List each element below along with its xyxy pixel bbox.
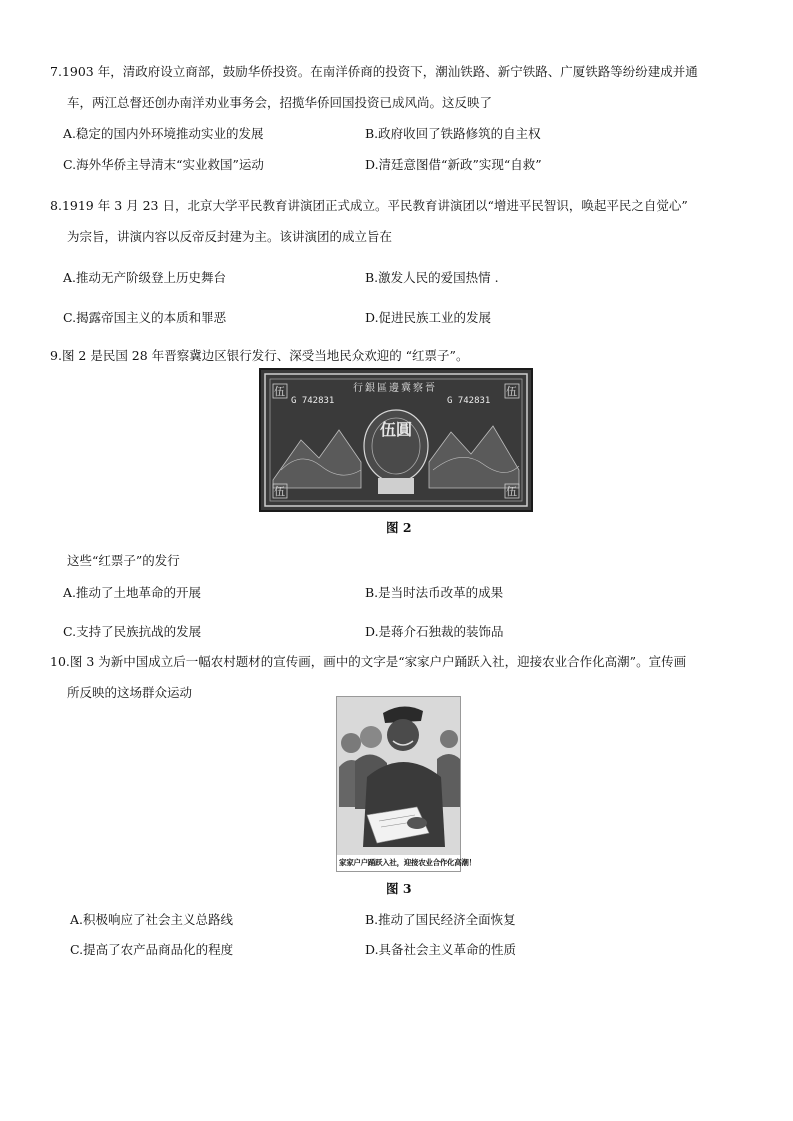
banknote-figure	[259, 368, 533, 512]
question-number: 10.	[50, 654, 70, 669]
question-text: 1919 年 3 月 23 日，北京大学平民教育讲演团正式成立。平民教育讲演团以“增进平民智识，唤起平民之自觉心”	[61, 198, 688, 213]
question-9-stem: 这些“红票子”的发行	[67, 553, 180, 568]
question-7-line1	[50, 62, 698, 80]
figure-3-caption: 图 3	[386, 881, 412, 896]
banknote-serial-left: G 742831	[291, 396, 335, 406]
q8-option-b: B.激发人民的爱国热情 .	[365, 270, 499, 285]
question-8-line2: 为宗旨，讲演内容以反帝反封建为主。该讲演团的成立旨在	[67, 229, 393, 244]
q7-option-c: C.海外华侨主导清末“实业救国”运动	[63, 157, 264, 172]
q10-option-b: B.推动了国民经济全面恢复	[365, 912, 516, 927]
question-text: 图 2 是民国 28 年晋察冀边区银行发行、深受当地民众欢迎的 “红票子”。	[61, 348, 469, 363]
banknote-denomination: 伍圓	[380, 420, 413, 439]
q10-option-d: D.具备社会主义革命的性质	[365, 942, 517, 957]
propaganda-poster-figure	[336, 696, 476, 872]
question-number: 7.	[50, 64, 62, 79]
question-text: 1903 年，清政府设立商部，鼓励华侨投资。在南洋侨商的投资下，潮汕铁路、新宁铁路、广厦铁路等纷纷建成并通	[61, 64, 698, 79]
q8-option-c: C.揭露帝国主义的本质和罪恶	[63, 310, 227, 325]
question-9-line1	[50, 346, 468, 364]
question-number: 9.	[50, 348, 62, 363]
q9-option-a: A.推动了土地革命的开展	[63, 585, 202, 600]
q8-option-a: A.推动无产阶级登上历史舞台	[63, 270, 227, 285]
q7-option-a: A.稳定的国内外环境推动实业的发展	[63, 126, 264, 141]
question-8-line1	[50, 196, 688, 214]
banknote-corner-bl: 伍	[274, 485, 285, 498]
q10-option-c: C.提高了农产品商品化的程度	[70, 942, 234, 957]
banknote-corner-br: 伍	[506, 485, 517, 498]
question-7-line2: 车，两江总督还创办南洋劝业事务会，招揽华侨回国投资已成风尚。这反映了	[67, 95, 493, 110]
q9-option-d: D.是蒋介石独裁的装饰品	[365, 624, 504, 639]
q9-option-c: C.支持了民族抗战的发展	[63, 624, 202, 639]
question-text: 图 3 为新中国成立后一幅农村题材的宣传画，画中的文字是“家家户户踊跃入社，迎接农业合作化高潮”。宣传画	[69, 654, 687, 669]
banknote-corner-tr: 伍	[506, 385, 517, 398]
question-10-line2: 所反映的这场群众运动	[67, 685, 193, 700]
banknote-serial-right: G 742831	[447, 396, 491, 406]
q8-option-d: D.促进民族工业的发展	[365, 310, 492, 325]
poster-slogan: 家家户户踊跃入社，迎接农业合作化高潮！	[339, 858, 476, 867]
question-10-line1	[50, 652, 686, 670]
question-number: 8.	[50, 198, 62, 213]
q7-option-b: B.政府收回了铁路修筑的自主权	[365, 126, 541, 141]
banknote-bank-name: 行銀區邊冀察晉	[353, 383, 437, 394]
q9-option-b: B.是当时法币改革的成果	[365, 585, 504, 600]
q7-option-d: D.清廷意图借“新政”实现“自救”	[365, 157, 542, 172]
q10-option-a: A.积极响应了社会主义总路线	[70, 912, 234, 927]
banknote-corner-tl: 伍	[274, 385, 285, 398]
figure-2-caption: 图 2	[386, 520, 412, 535]
